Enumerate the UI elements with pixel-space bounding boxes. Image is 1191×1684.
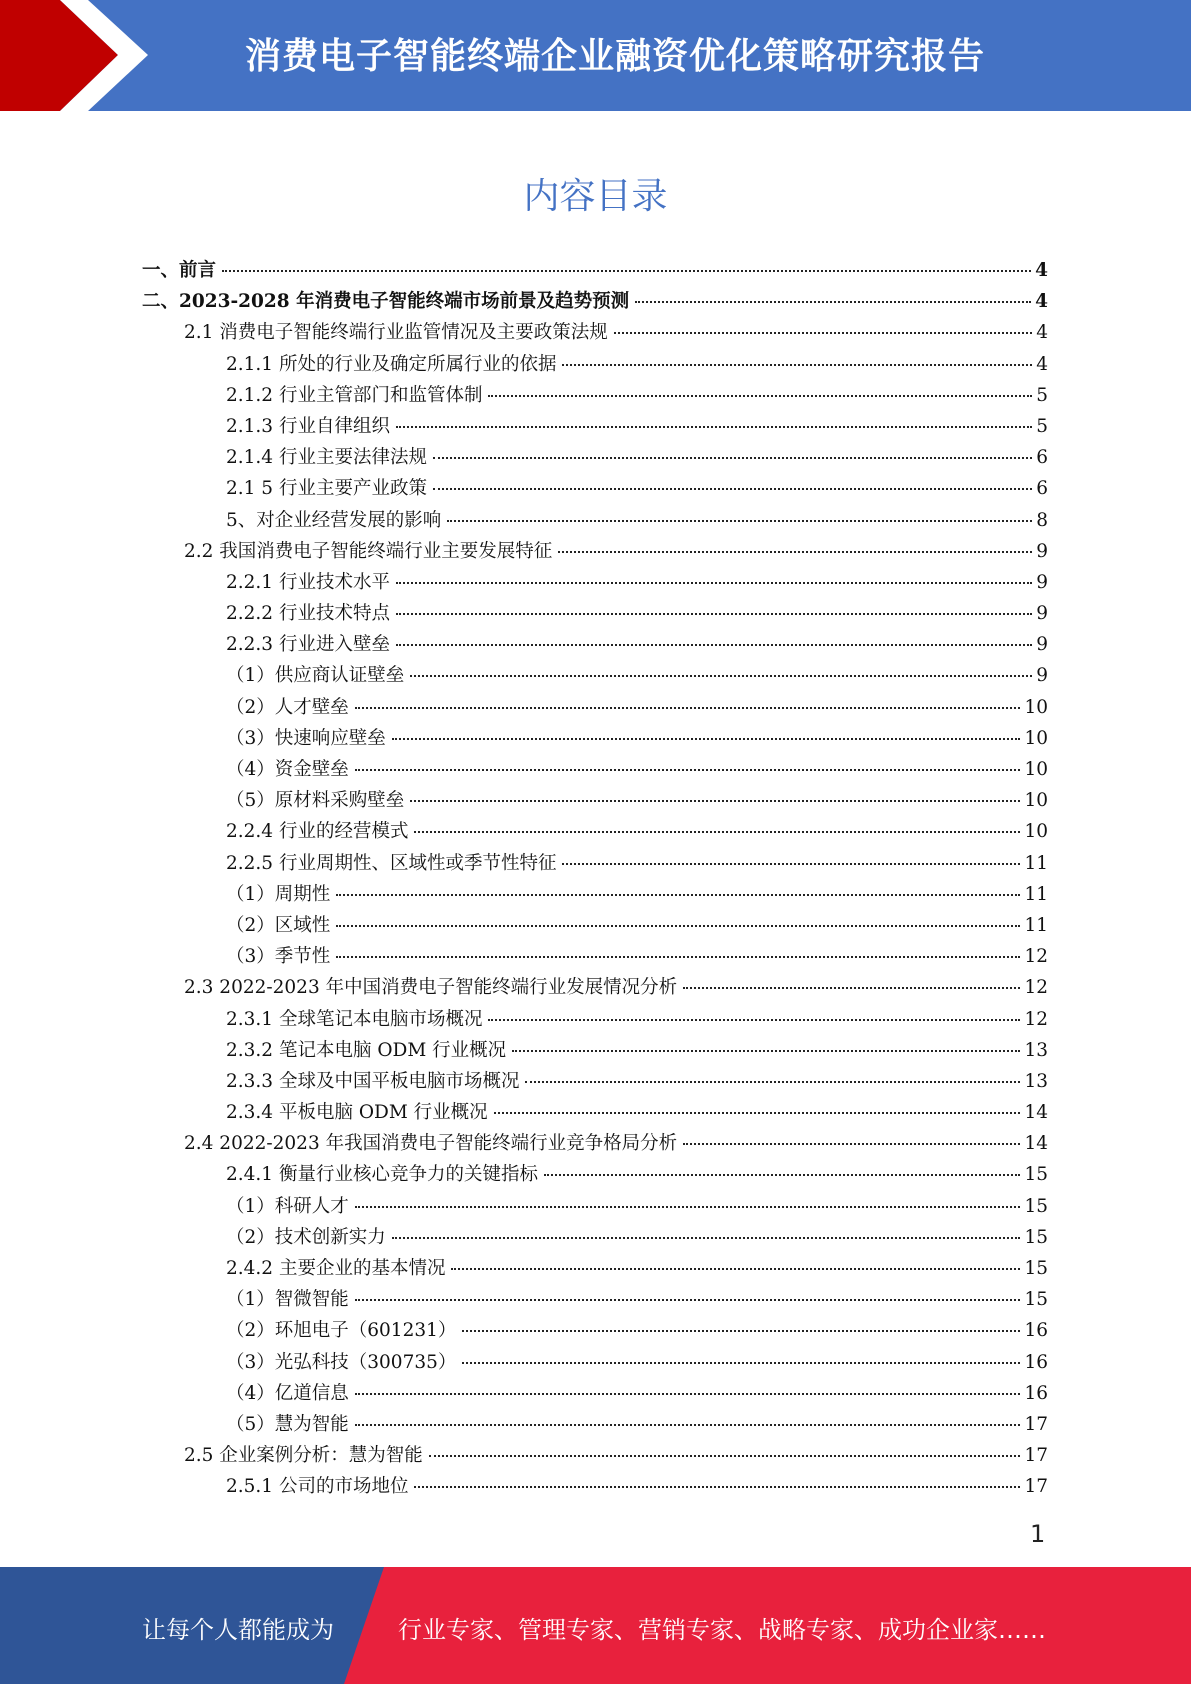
toc-entry-label: 2.5 企业案例分析：慧为智能 [184,1445,423,1467]
toc-entry-label: 2.1 消费电子智能终端行业监管情况及主要政策法规 [184,322,608,344]
toc-entry-label: （5）原材料采购壁垒 [226,790,405,812]
toc-leader-dots [355,706,1021,709]
toc-leader-dots [336,955,1020,958]
toc-entry-label: 2.4.2 主要企业的基本情况 [226,1258,446,1279]
toc-leader-dots [392,1236,1021,1239]
toc-leader-dots [355,1298,1021,1301]
toc-entry-label: 2.3.1 全球笔记本电脑市场概况 [226,1008,483,1030]
toc-entry[interactable] [142,629,1048,660]
toc-entry[interactable] [142,754,1048,785]
toc-entry-page: 4 [1036,353,1048,375]
toc-leader-dots [614,331,1032,334]
toc-entry-label: （2）区域性 [226,914,331,936]
toc-entry-page: 12 [1024,1008,1048,1030]
toc-entry-label: 2.1.2 行业主管部门和监管体制 [226,384,483,406]
toc-entry[interactable] [142,380,1048,411]
toc-leader-dots [410,674,1032,677]
toc-leader-dots [558,550,1032,553]
page-number: 1 [1030,1520,1046,1548]
toc-entry[interactable] [142,349,1048,380]
toc-leader-dots [683,1142,1020,1145]
toc-entry-label: 2.2.5 行业周期性、区域性或季节性特征 [226,852,557,874]
toc-entry[interactable] [142,411,1048,442]
toc-leader-dots [222,269,1031,272]
toc-leader-dots [355,1392,1021,1395]
toc-entry-label: 二、2023-2028 年消费电子智能终端市场前景及趋势预测 [142,291,630,313]
toc-entry-label: （5）慧为智能 [226,1413,349,1435]
toc-entry[interactable] [142,317,1048,348]
footer-slogan-right: 行业专家、管理专家、营销专家、战略专家、成功企业家…… [398,1616,1046,1644]
toc-entry[interactable] [142,1159,1048,1190]
toc-leader-dots [433,456,1032,459]
toc-entry-label: （1）科研人才 [226,1195,349,1217]
toc-leader-dots [462,1329,1020,1332]
toc-entry-label: 2.4 2022-2023 年我国消费电子智能终端行业竞争格局分析 [184,1133,678,1155]
toc-entry[interactable] [142,567,1048,598]
toc-entry-label: 2.1.4 行业主要法律法规 [226,447,427,469]
toc-entry-page: 16 [1024,1382,1048,1404]
toc-entry-page: 6 [1036,478,1048,500]
toc-entry-page: 9 [1036,634,1048,656]
toc-leader-dots [392,737,1021,740]
toc-title: 内容目录 [523,176,668,217]
toc-entry[interactable] [142,816,1048,847]
toc-entry[interactable] [142,473,1048,504]
toc-entry-label: 2.3.3 全球及中国平板电脑市场概况 [226,1070,520,1092]
toc-entry[interactable] [142,598,1048,629]
toc-entry[interactable] [142,286,1048,317]
toc-entry-page: 9 [1036,665,1048,687]
toc-entry-label: 2.2.3 行业进入壁垒 [226,634,390,656]
toc-entry[interactable] [142,1128,1048,1159]
toc-entry-page: 5 [1036,384,1048,406]
toc-entry-page: 15 [1024,1289,1048,1311]
toc-entry[interactable] [142,536,1048,567]
header-banner [0,0,1191,111]
toc-entry[interactable] [142,785,1048,816]
toc-leader-dots [355,1205,1021,1208]
toc-entry-label: 2.2.1 行业技术水平 [226,571,390,593]
toc-leader-dots [562,862,1020,865]
toc-entry-page: 9 [1036,603,1048,625]
toc-entry-page: 17 [1024,1476,1048,1498]
toc-entry-page: 10 [1024,759,1048,780]
toc-entry-page: 12 [1024,946,1048,968]
toc-entry[interactable] [142,1440,1048,1471]
toc-entry-page: 4 [1035,291,1048,313]
toc-leader-dots [355,1423,1021,1426]
toc-entry[interactable] [142,1191,1048,1222]
toc-leader-dots [433,487,1032,490]
toc-entry-label: （1）周期性 [226,883,331,905]
toc-entry-page: 5 [1036,415,1048,437]
toc-entry-label: （3）快速响应壁垒 [226,727,386,749]
toc-entry-page: 10 [1024,727,1048,749]
toc-entry-page: 10 [1024,790,1048,812]
toc-entry[interactable] [142,848,1048,879]
toc-entry[interactable] [142,1253,1048,1284]
toc-entry[interactable] [142,941,1048,972]
toc-entry[interactable] [142,1315,1048,1346]
toc-entry-label: 2.1.3 行业自律组织 [226,415,390,437]
footer-slogan-left: 让每个人都能成为 [142,1616,334,1644]
toc-leader-dots [447,519,1032,522]
toc-entry[interactable] [142,879,1048,910]
toc-entry-page: 16 [1024,1351,1048,1373]
toc-leader-dots [488,1018,1020,1021]
toc-leader-dots [336,893,1020,896]
toc-entry-label: 一、前言 [142,260,217,281]
toc-entry-label: （2）环旭电子（601231） [226,1320,457,1342]
toc-leader-dots [414,830,1020,833]
toc-entry[interactable] [142,692,1048,723]
toc-leader-dots [494,1111,1021,1114]
toc-entry-page: 11 [1024,852,1048,874]
toc-entry-label: （2）技术创新实力 [226,1226,386,1248]
toc-leader-dots [488,394,1032,397]
toc-entry-page: 14 [1024,1133,1048,1155]
toc-entry-page: 15 [1024,1226,1048,1248]
toc-entry-label: 2.5.1 公司的市场地位 [226,1476,409,1498]
toc-leader-dots [512,1049,1020,1052]
toc-entry-page: 11 [1024,883,1048,905]
toc-entry[interactable] [142,442,1048,473]
toc-entry-page: 9 [1036,571,1048,593]
toc-entry-page: 10 [1024,821,1048,843]
toc-entry-page: 14 [1024,1102,1048,1124]
toc-entry-label: （3）季节性 [226,946,331,968]
toc-entry[interactable] [142,1471,1048,1502]
toc-entry[interactable] [142,1222,1048,1253]
toc-entry-label: 2.2 我国消费电子智能终端行业主要发展特征 [184,540,553,562]
toc-entry[interactable] [142,1035,1048,1066]
toc-entry-page: 13 [1024,1070,1048,1092]
toc-entry-label: （2）人才壁垒 [226,696,349,718]
toc-entry-page: 4 [1036,322,1048,344]
toc-entry-page: 17 [1024,1413,1048,1435]
toc-entry[interactable] [142,910,1048,941]
toc-entry-page: 4 [1035,260,1048,281]
toc-leader-dots [525,1080,1020,1083]
toc-entry-label: 2.4.1 衡量行业核心竞争力的关键指标 [226,1164,538,1186]
toc-leader-dots [396,643,1032,646]
toc-leader-dots [414,1485,1020,1488]
table-of-contents [142,255,1048,1503]
toc-entry-label: （4）资金壁垒 [226,759,349,780]
toc-entry[interactable] [142,723,1048,754]
toc-entry-label: （1）智微智能 [226,1289,349,1311]
toc-entry-page: 15 [1024,1195,1048,1217]
toc-leader-dots [396,612,1032,615]
toc-entry[interactable] [142,255,1048,286]
toc-entry-label: （4）亿道信息 [226,1382,349,1404]
toc-entry[interactable] [142,972,1048,1003]
toc-entry[interactable] [142,1004,1048,1035]
toc-entry-page: 10 [1024,696,1048,718]
toc-entry[interactable] [142,1409,1048,1440]
toc-entry[interactable] [142,1284,1048,1315]
toc-entry[interactable] [142,505,1048,536]
toc-entry-page: 13 [1024,1039,1048,1061]
toc-leader-dots [544,1173,1020,1176]
toc-leader-dots [410,799,1020,802]
toc-entry-page: 11 [1024,914,1048,936]
toc-entry-label: 2.2.2 行业技术特点 [226,603,390,625]
toc-leader-dots [336,924,1020,927]
toc-entry[interactable] [142,660,1048,691]
toc-leader-dots [683,986,1020,989]
toc-leader-dots [355,768,1021,771]
toc-entry[interactable] [142,1347,1048,1378]
toc-leader-dots [396,425,1032,428]
toc-leader-dots [429,1454,1021,1457]
toc-entry-label: 2.3 2022-2023 年中国消费电子智能终端行业发展情况分析 [184,977,678,999]
toc-entry[interactable] [142,1378,1048,1409]
toc-entry-label: 5、对企业经营发展的影响 [226,509,442,531]
toc-entry-label: （3）光弘科技（300735） [226,1351,457,1373]
toc-entry-page: 16 [1024,1320,1048,1342]
toc-entry-page: 6 [1036,447,1048,469]
report-title: 消费电子智能终端企业融资优化策略研究报告 [245,36,986,77]
toc-entry-label: 2.3.2 笔记本电脑 ODM 行业概况 [226,1039,507,1061]
toc-entry-label: （1）供应商认证壁垒 [226,665,405,687]
toc-entry-page: 15 [1024,1258,1048,1279]
toc-entry[interactable] [142,1097,1048,1128]
toc-entry-label: 2.1.1 所处的行业及确定所属行业的依据 [226,353,557,375]
toc-leader-dots [451,1267,1020,1270]
toc-leader-dots [396,581,1032,584]
toc-entry-label: 2.2.4 行业的经营模式 [226,821,409,843]
toc-entry-page: 12 [1024,977,1048,999]
toc-entry-page: 17 [1024,1445,1048,1467]
toc-leader-dots [462,1361,1020,1364]
toc-entry-page: 9 [1036,540,1048,562]
toc-entry-page: 8 [1036,509,1048,531]
toc-entry-page: 15 [1024,1164,1048,1186]
toc-leader-dots [562,363,1032,366]
footer-banner [0,1567,1191,1684]
toc-entry[interactable] [142,1066,1048,1097]
toc-entry-label: 2.1 5 行业主要产业政策 [226,478,427,500]
toc-leader-dots [635,300,1031,303]
toc-entry-label: 2.3.4 平板电脑 ODM 行业概况 [226,1102,488,1124]
